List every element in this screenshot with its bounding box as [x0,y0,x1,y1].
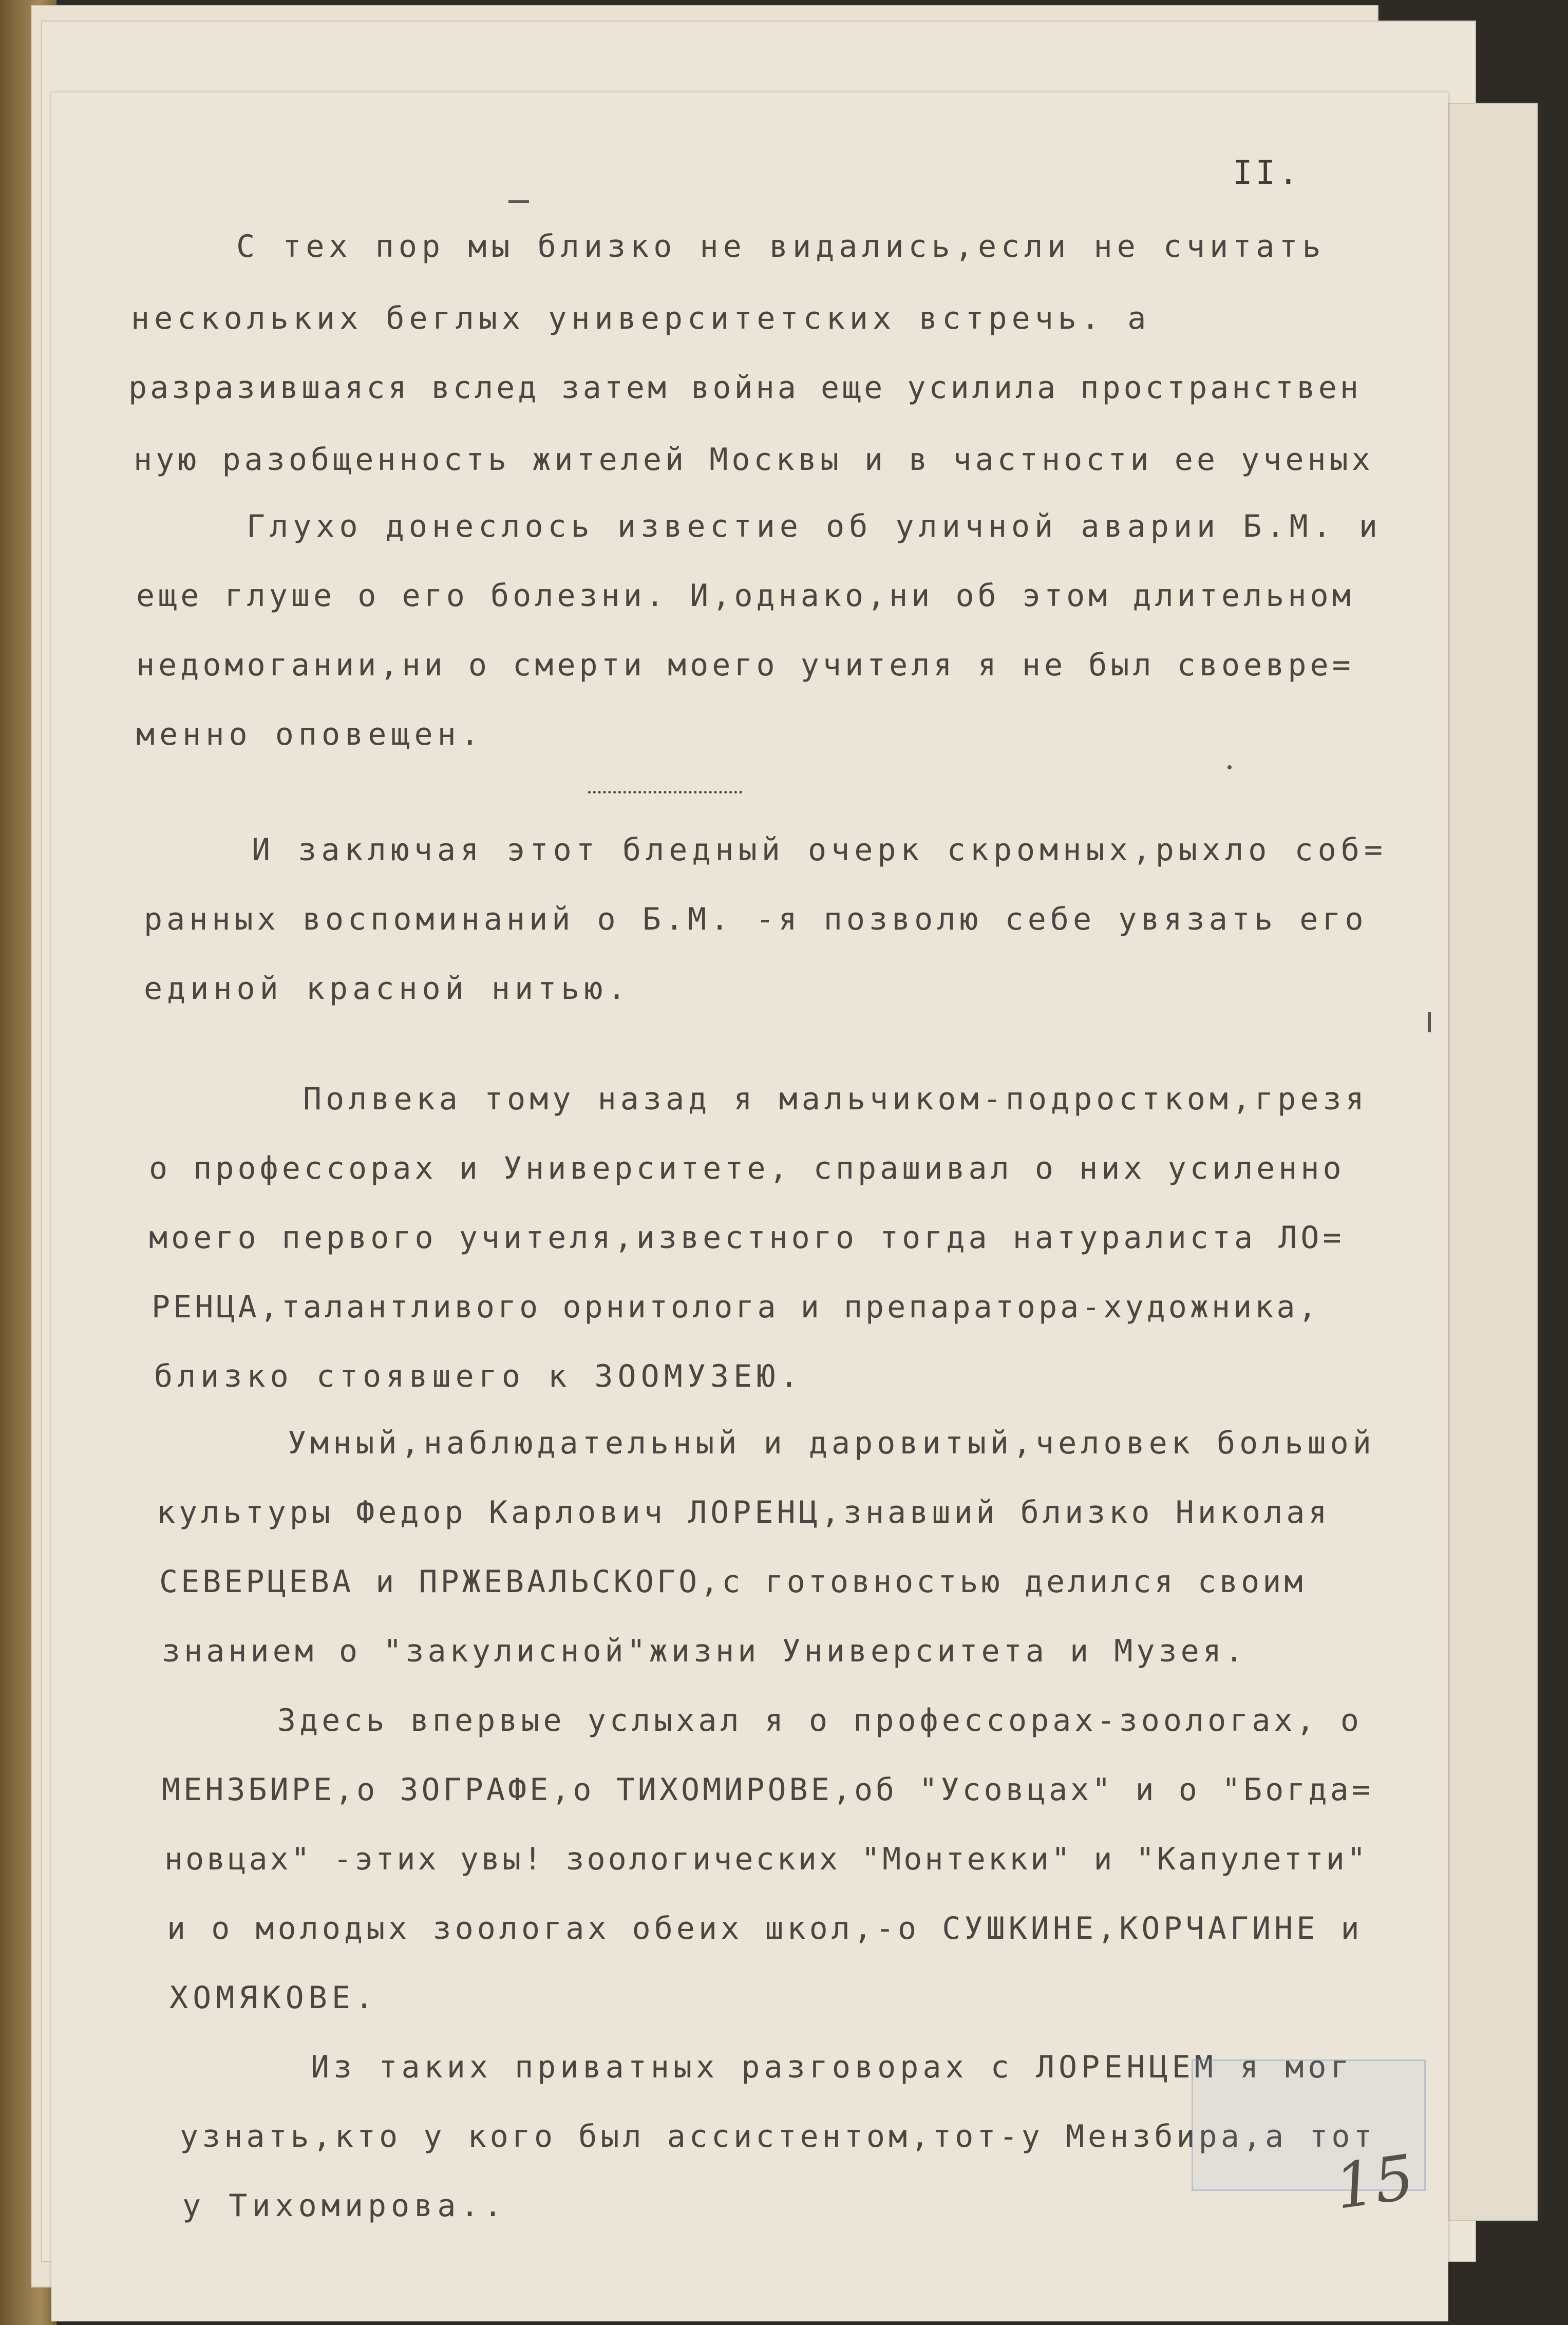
text-line: С тех пор мы близко не видались,если не считать [236,229,1326,264]
stray-mark [1227,765,1232,769]
text-line: Из таких приватных разговорах с ЛОРЕНЦЕМ я мог [311,2049,1353,2085]
text-line: у Тихомирова.. [182,2188,507,2224]
stray-mark [508,200,529,203]
text-line: Полвека тому назад я мальчиком-подростком,грезя [303,1081,1368,1117]
typed-page [51,92,1448,2321]
text-line: ную разобщенность жителей Москвы и в частности ее ученых [134,442,1374,478]
text-line: новцах" -этих увы! зоологических "Монтекки" и "Капулетти" [164,1841,1369,1877]
text-line: СЕВЕРЦЕВА и ПРЖЕВАЛЬСКОГО,с готовностью делился своим [159,1564,1306,1600]
underlying-sheet-edge [1448,103,1538,2221]
text-line: разразившаяся вслед затем война еще усилила пространствен [128,370,1362,406]
text-line: МЕНЗБИРЕ,о ЗОГРАФЕ,о ТИХОМИРОВЕ,об "Усовцах" и о "Богда= [162,1772,1373,1808]
text-line: близко стоявшего к ЗООМУЗЕЮ. [154,1358,803,1394]
text-line: моего первого учителя,известного тогда натуралиста ЛО= [149,1220,1345,1256]
text-line: еще глуше о его болезни. И,однако,ни об этом длительном [136,578,1354,614]
text-line: РЕНЦА,талантливого орнитолога и препаратора-художника, [152,1289,1320,1325]
text-line: ранных воспоминаний о Б.М. -я позволю себе увязать его [144,901,1368,937]
text-line: нескольких беглых университетских встречь. а [131,300,1151,336]
text-line: единой красной нитью. [144,971,631,1007]
text-line: недомогании,ни о смерти моего учителя я не был своевре= [136,647,1354,683]
text-line: Здесь впервые услыхал я о профессорах-зоологах, о [277,1703,1363,1738]
text-line: Глухо донеслось известие об уличной аварии Б.М. и [247,508,1383,544]
text-line: узнать,кто у кого был ассистентом,тот-у Мензбира,а тот [180,2119,1376,2154]
margin-mark [1428,1012,1431,1032]
text-line: знанием о "закулисной"жизни Университета и Музея. [162,1633,1248,1669]
text-line: культуры Федор Карлович ЛОРЕНЦ,знавший близко Николая [157,1495,1331,1530]
text-line: И заключая этот бледный очерк скромных,рыхло соб= [252,832,1388,868]
handwritten-folio-number: 15 [1331,2142,1419,2223]
text-line: ХОМЯКОВЕ. [169,1980,379,2016]
page-number: II. [1233,154,1301,192]
text-line: и о молодых зоологах обеих школ,-о СУШКИНЕ,КОРЧАГИНЕ и [167,1911,1363,1946]
text-line: Умный,наблюдательный и даровитый,человек большой [288,1425,1375,1461]
text-line: о профессорах и Университете, спрашивал о них усиленно [149,1150,1345,1186]
text-line: менно оповещен. [136,716,484,752]
section-separator [588,791,742,793]
